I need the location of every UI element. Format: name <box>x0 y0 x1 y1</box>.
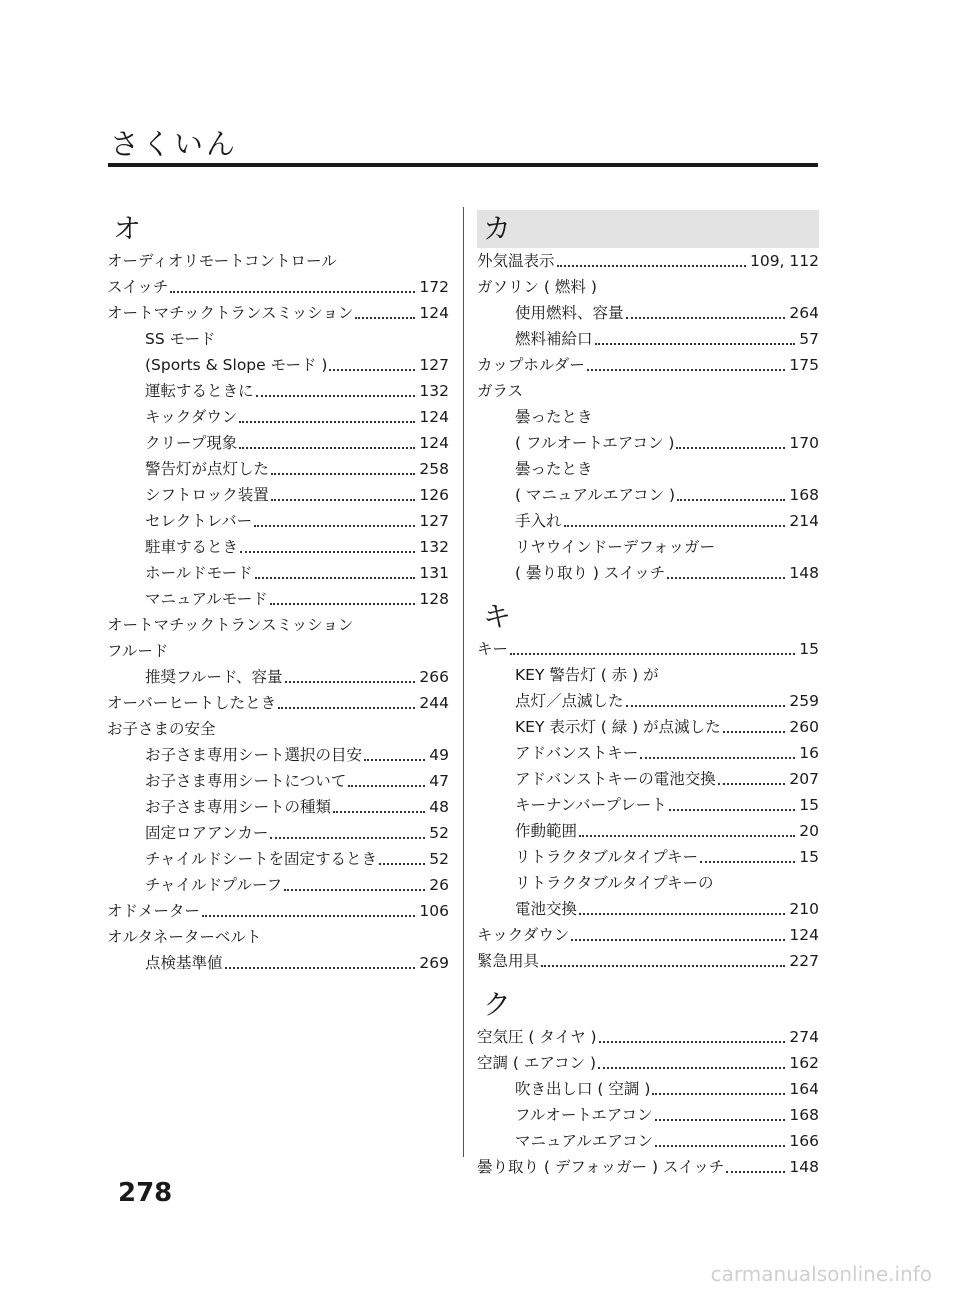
entry-page-number: 128 <box>419 590 449 608</box>
index-entry <box>477 482 819 508</box>
entry-label: 使用燃料、容量 <box>515 304 624 322</box>
entry-label: セレクトレバー <box>145 512 253 530</box>
entry-label: キー <box>477 640 509 658</box>
index-entry <box>107 924 449 950</box>
leader-dots <box>564 525 786 527</box>
section-heading: キ <box>483 600 512 633</box>
leader-dots <box>170 291 415 293</box>
entry-label: (Sports & Slope モード ) <box>145 356 328 374</box>
leader-dots <box>726 1171 785 1173</box>
index-entry <box>107 404 449 430</box>
index-entry <box>477 922 819 948</box>
entry-page-number: 260 <box>789 718 819 736</box>
index-entry <box>477 740 819 766</box>
entry-label: 運転するときに <box>145 382 254 400</box>
entry-label: チャイルドプルーフ <box>145 876 283 894</box>
index-entry <box>107 508 449 534</box>
leader-dots <box>240 551 415 553</box>
entry-page-number: 124 <box>419 304 449 322</box>
entry-label: オーディオリモートコントロール <box>107 252 337 270</box>
entry-label: マニュアルモード <box>145 590 268 608</box>
entry-label: リトラクタブルタイプキー <box>515 848 699 866</box>
index-entry <box>107 898 449 924</box>
index-entry <box>107 456 449 482</box>
entry-label: 点灯／点滅した <box>515 692 624 710</box>
index-entry <box>107 482 449 508</box>
entry-page-number: 168 <box>789 486 819 504</box>
section-heading: カ <box>477 210 819 248</box>
entry-page-number: 168 <box>789 1106 819 1124</box>
entry-page-number: 124 <box>789 926 819 944</box>
leader-dots <box>579 913 785 915</box>
leader-dots <box>640 757 795 759</box>
index-entry <box>477 1050 819 1076</box>
entry-page-number: 207 <box>789 770 819 788</box>
entry-label: 点検基準値 <box>145 954 223 972</box>
entry-label: オーバーヒートしたとき <box>107 694 277 712</box>
entry-label: 推奨フルード、容量 <box>145 668 283 686</box>
entry-label: キーナンバープレート <box>515 796 667 814</box>
leader-dots <box>599 1041 786 1043</box>
index-entry <box>107 534 449 560</box>
entry-label: 固定ロアアンカー <box>145 824 269 842</box>
entry-label: フルード <box>107 642 169 660</box>
index-entry <box>477 534 819 560</box>
index-entry <box>477 430 819 456</box>
index-entry <box>107 612 449 638</box>
entry-label: 作動範囲 <box>515 822 578 840</box>
leader-dots <box>271 473 415 475</box>
entry-label: お子さま専用シートについて <box>145 772 347 790</box>
index-entry <box>477 560 819 586</box>
entry-label: ( マニュアルエアコン ) <box>515 486 676 504</box>
index-entry <box>477 662 819 688</box>
entry-label: 吹き出し口 ( 空調 ) <box>515 1080 651 1098</box>
index-entry <box>477 326 819 352</box>
index-entry <box>107 586 449 612</box>
index-entry <box>477 1076 819 1102</box>
index-entry <box>477 508 819 534</box>
index-column-left <box>107 210 449 976</box>
leader-dots <box>333 811 425 813</box>
entry-page-number: 166 <box>789 1132 819 1150</box>
leader-dots <box>254 525 415 527</box>
entry-label: 曇ったとき <box>515 408 593 426</box>
leader-dots <box>652 1093 785 1095</box>
entry-label: 警告灯が点灯した <box>145 460 270 478</box>
leader-dots <box>587 369 786 371</box>
entry-page-number: 164 <box>789 1080 819 1098</box>
entry-page-number: 227 <box>789 952 819 970</box>
index-entry <box>477 818 819 844</box>
entry-label: キックダウン <box>145 408 238 426</box>
leader-dots <box>677 499 785 501</box>
index-column-right <box>477 210 819 1180</box>
index-entry <box>107 378 449 404</box>
leader-dots <box>510 653 795 655</box>
index-entry <box>107 872 449 898</box>
entry-page-number: 259 <box>789 692 819 710</box>
leader-dots <box>202 915 416 917</box>
section-heading: ク <box>483 988 512 1021</box>
entry-page-number: 106 <box>419 902 449 920</box>
leader-dots <box>225 967 416 969</box>
entry-label: オドメーター <box>107 902 200 920</box>
index-entry <box>477 688 819 714</box>
entry-page-number: 172 <box>419 278 449 296</box>
leader-dots <box>626 705 786 707</box>
leader-dots <box>255 577 416 579</box>
index-entry <box>477 844 819 870</box>
entry-page-number: 274 <box>789 1028 819 1046</box>
entry-page-number: 15 <box>799 796 819 814</box>
entry-label: 曇り取り ( デフォッガー ) スイッチ <box>477 1158 725 1176</box>
index-entry <box>477 948 819 974</box>
leader-dots <box>364 759 425 761</box>
entry-label: 手入れ <box>515 512 562 530</box>
section-heading: オ <box>113 212 142 245</box>
leader-dots <box>256 395 416 397</box>
leader-dots <box>270 837 425 839</box>
entry-label: お子さまの安全 <box>107 720 216 738</box>
entry-page-number: 49 <box>429 746 449 764</box>
entry-label: アドバンストキーの電池交換 <box>515 770 716 788</box>
leader-dots <box>278 707 415 709</box>
entry-page-number: 126 <box>419 486 449 504</box>
index-entry <box>107 846 449 872</box>
leader-dots <box>379 863 425 865</box>
index-entry <box>477 404 819 430</box>
entry-label: オートマチックトランスミッション <box>107 616 354 634</box>
entry-page-number: 15 <box>799 640 819 658</box>
entry-label: お子さま専用シートの種類 <box>145 798 332 816</box>
entry-label: スイッチ <box>107 278 169 296</box>
entry-page-number: 109, 112 <box>749 252 819 270</box>
entry-page-number: 175 <box>789 356 819 374</box>
entry-label: ガラス <box>477 382 524 400</box>
leader-dots <box>285 681 416 683</box>
entry-label: 空気圧 ( タイヤ ) <box>477 1028 597 1046</box>
watermark: carmanualsonline.info <box>710 1262 932 1286</box>
entry-page-number: 244 <box>419 694 449 712</box>
index-entry <box>107 352 449 378</box>
entry-label: お子さま専用シート選択の目安 <box>145 746 363 764</box>
entry-page-number: 20 <box>799 822 819 840</box>
index-entry <box>477 300 819 326</box>
entry-label: シフトロック装置 <box>145 486 269 504</box>
index-entry <box>107 742 449 768</box>
leader-dots <box>355 317 415 319</box>
leader-dots <box>271 499 416 501</box>
leader-dots <box>700 861 795 863</box>
entry-page-number: 16 <box>799 744 819 762</box>
entry-page-number: 127 <box>419 356 449 374</box>
leader-dots <box>667 577 785 579</box>
entry-label: ガソリン ( 燃料 ) <box>477 278 597 296</box>
entry-page-number: 127 <box>419 512 449 530</box>
entry-label: 外気温表示 <box>477 252 555 270</box>
index-entry <box>107 690 449 716</box>
index-entry <box>477 352 819 378</box>
title-rule <box>108 163 818 167</box>
entry-page-number: 52 <box>429 850 449 868</box>
entry-label: クリープ現象 <box>145 434 238 452</box>
entry-page-number: 57 <box>799 330 819 348</box>
leader-dots <box>579 835 795 837</box>
index-entry <box>107 248 449 274</box>
page-title: さくいん <box>110 127 239 161</box>
index-entry <box>477 274 819 300</box>
index-entry <box>477 248 819 274</box>
entry-label: KEY 表示灯 ( 緑 ) が点滅した <box>515 718 721 736</box>
leader-dots <box>571 939 785 941</box>
index-entry <box>477 1154 819 1180</box>
index-entry <box>477 714 819 740</box>
leader-dots <box>270 603 416 605</box>
entry-page-number: 26 <box>429 876 449 894</box>
index-entry <box>107 716 449 742</box>
page-number: 278 <box>118 1178 173 1208</box>
leader-dots <box>557 265 746 267</box>
entry-page-number: 269 <box>419 954 449 972</box>
index-entry <box>477 1102 819 1128</box>
entry-label: チャイルドシートを固定するとき <box>145 850 378 868</box>
index-entry <box>107 638 449 664</box>
index-entry <box>477 766 819 792</box>
entry-page-number: 266 <box>419 668 449 686</box>
entry-label: 曇ったとき <box>515 460 593 478</box>
index-entry <box>477 1024 819 1050</box>
leader-dots <box>329 369 415 371</box>
entry-label: オートマチックトランスミッション <box>107 304 354 322</box>
leader-dots <box>655 1145 785 1147</box>
entry-label: ホールドモード <box>145 564 253 582</box>
index-entry <box>107 560 449 586</box>
entry-page-number: 124 <box>419 434 449 452</box>
index-entry <box>477 1128 819 1154</box>
leader-dots <box>676 447 785 449</box>
entry-label: 緊急用具 <box>477 952 540 970</box>
index-entry <box>107 664 449 690</box>
column-divider <box>463 207 464 1157</box>
index-entry <box>107 300 449 326</box>
entry-page-number: 15 <box>799 848 819 866</box>
entry-label: マニュアルエアコン <box>515 1132 654 1150</box>
index-entry <box>477 378 819 404</box>
entry-page-number: 148 <box>789 564 819 582</box>
index-entry <box>107 794 449 820</box>
index-entry <box>107 768 449 794</box>
leader-dots <box>669 809 796 811</box>
leader-dots <box>239 447 415 449</box>
index-entry <box>107 274 449 300</box>
entry-page-number: 170 <box>789 434 819 452</box>
entry-label: フルオートエアコン <box>515 1106 653 1124</box>
entry-label: 電池交換 <box>515 900 578 918</box>
index-entry <box>477 456 819 482</box>
entry-page-number: 162 <box>789 1054 819 1072</box>
entry-page-number: 52 <box>429 824 449 842</box>
entry-page-number: 124 <box>419 408 449 426</box>
entry-label: ( フルオートエアコン ) <box>515 434 675 452</box>
leader-dots <box>626 317 786 319</box>
entry-page-number: 264 <box>789 304 819 322</box>
entry-page-number: 132 <box>419 538 449 556</box>
entry-page-number: 210 <box>789 900 819 918</box>
leader-dots <box>723 731 786 733</box>
entry-page-number: 148 <box>789 1158 819 1176</box>
entry-page-number: 47 <box>429 772 449 790</box>
entry-label: リヤウインドーデフォッガー <box>515 538 715 556</box>
entry-label: 燃料補給口 <box>515 330 593 348</box>
leader-dots <box>595 343 796 345</box>
entry-page-number: 132 <box>419 382 449 400</box>
entry-label: SS モード <box>145 330 216 348</box>
entry-page-number: 131 <box>419 564 449 582</box>
entry-page-number: 258 <box>419 460 449 478</box>
entry-label: カップホルダー <box>477 356 585 374</box>
leader-dots <box>598 1067 785 1069</box>
entry-label: キックダウン <box>477 926 570 944</box>
index-entry <box>477 870 819 896</box>
index-entry <box>477 896 819 922</box>
entry-page-number: 214 <box>789 512 819 530</box>
leader-dots <box>541 965 785 967</box>
leader-dots <box>655 1119 786 1121</box>
index-entry <box>107 820 449 846</box>
index-entry <box>477 792 819 818</box>
index-entry <box>107 430 449 456</box>
entry-label: 駐車するとき <box>145 538 239 556</box>
index-entry <box>107 326 449 352</box>
entry-page-number: 48 <box>429 798 449 816</box>
entry-label: ( 曇り取り ) スイッチ <box>515 564 666 582</box>
leader-dots <box>348 785 425 787</box>
entry-label: アドバンストキー <box>515 744 639 762</box>
entry-label: KEY 警告灯 ( 赤 ) が <box>515 666 659 684</box>
entry-label: オルタネーターベルト <box>107 928 262 946</box>
entry-label: 空調 ( エアコン ) <box>477 1054 597 1072</box>
index-entry <box>477 636 819 662</box>
leader-dots <box>718 783 786 785</box>
leader-dots <box>284 889 425 891</box>
entry-label: リトラクタブルタイプキーの <box>515 874 714 892</box>
index-entry <box>107 950 449 976</box>
leader-dots <box>239 421 415 423</box>
